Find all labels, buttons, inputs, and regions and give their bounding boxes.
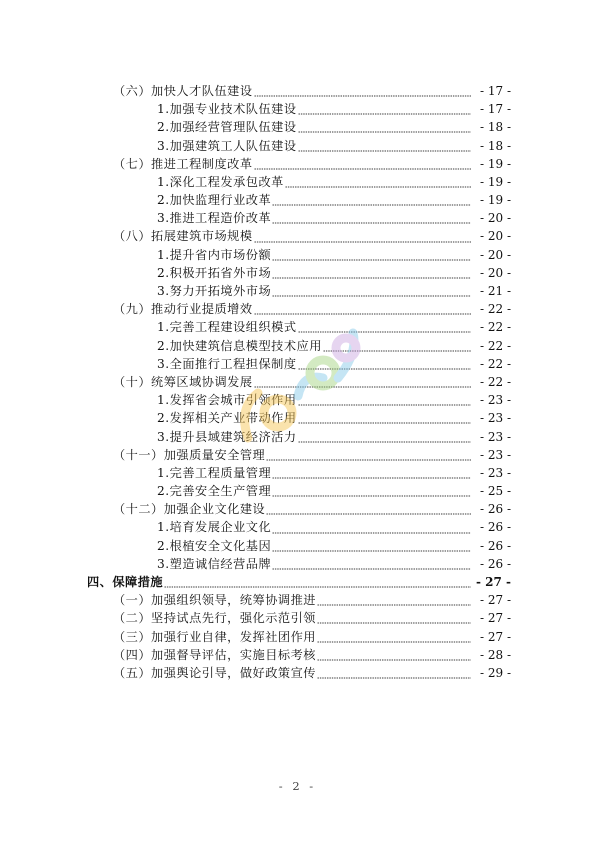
toc-entry-label: （四）加强督导评估，实施目标考核 — [113, 647, 316, 662]
dot-leader — [317, 609, 471, 627]
toc-entry-page: - 22 - — [479, 374, 511, 389]
dot-leader — [254, 300, 471, 318]
toc-entry[interactable] — [0, 646, 595, 664]
toc-entry[interactable] — [0, 191, 595, 209]
dot-leader — [266, 500, 471, 518]
dot-leader — [272, 537, 471, 555]
toc-entry[interactable] — [0, 519, 595, 537]
dot-leader — [254, 373, 471, 391]
dot-leader — [323, 337, 471, 355]
dot-leader — [272, 191, 471, 209]
toc-entry-label: （九）推动行业提质增效 — [113, 302, 253, 317]
toc-entry[interactable] — [0, 537, 595, 555]
toc-entry[interactable] — [0, 664, 595, 682]
toc-entry-label: （六）加快人才队伍建设 — [113, 83, 253, 98]
toc-entry[interactable] — [0, 373, 595, 391]
toc-entry-page: - 17 - — [479, 102, 511, 117]
toc-entry[interactable] — [0, 318, 595, 336]
dot-leader — [272, 555, 471, 573]
toc-entry[interactable] — [0, 228, 595, 246]
dot-leader — [285, 173, 471, 191]
toc-entry-page: - 18 - — [479, 120, 511, 135]
dot-leader — [272, 209, 471, 227]
toc-entry[interactable] — [0, 500, 595, 518]
table-of-contents — [0, 82, 595, 682]
toc-entry[interactable] — [0, 391, 595, 409]
toc-entry-label: 1.完善工程建设组织模式 — [157, 320, 297, 335]
toc-entry-label: 3.全面推行工程担保制度 — [157, 356, 297, 371]
toc-entry-page: - 23 - — [479, 429, 511, 444]
toc-entry-page: - 22 - — [479, 302, 511, 317]
toc-entry-label: 1.培育发展企业文化 — [157, 520, 272, 535]
page-number: - 2 - — [278, 779, 317, 793]
dot-leader — [317, 591, 471, 609]
toc-entry-label: 3.努力开拓境外市场 — [157, 284, 272, 299]
toc-entry-page: - 29 - — [479, 665, 511, 680]
toc-entry-page: - 23 - — [479, 411, 511, 426]
toc-entry-label: 2.发挥相关产业带动作用 — [157, 411, 297, 426]
toc-entry[interactable] — [0, 100, 595, 118]
dot-leader — [254, 155, 471, 173]
dot-leader — [317, 628, 471, 646]
toc-entry-page: - 20 - — [479, 211, 511, 226]
toc-entry-page: - 25 - — [479, 484, 511, 499]
toc-entry-page: - 18 - — [479, 138, 511, 153]
toc-entry-page: - 27 - — [479, 593, 511, 608]
toc-entry-label: 2.加强经营管理队伍建设 — [157, 120, 297, 135]
toc-entry-label: （三）加强行业自律，发挥社团作用 — [113, 629, 316, 644]
dot-leader — [298, 318, 471, 336]
toc-entry-page: - 20 - — [479, 265, 511, 280]
toc-entry-label: （十二）加强企业文化建设 — [113, 502, 266, 517]
toc-entry[interactable] — [0, 209, 595, 227]
dot-leader — [298, 100, 471, 118]
toc-entry-label: 2.积极开拓省外市场 — [157, 265, 272, 280]
dot-leader — [298, 355, 471, 373]
toc-entry-label: （十一）加强质量安全管理 — [113, 447, 266, 462]
toc-entry-label: （一）加强组织领导，统筹协调推进 — [113, 593, 316, 608]
toc-entry-page: - 28 - — [479, 647, 511, 662]
dot-leader — [164, 573, 471, 591]
dot-leader — [298, 118, 471, 136]
toc-entry[interactable] — [0, 355, 595, 373]
toc-entry-label: 3.提升县域建筑经济活力 — [157, 429, 297, 444]
toc-entry-label: 1.完善工程质量管理 — [157, 465, 272, 480]
toc-entry[interactable] — [0, 246, 595, 264]
toc-entry[interactable] — [0, 482, 595, 500]
toc-entry[interactable] — [0, 555, 595, 573]
toc-entry[interactable] — [0, 337, 595, 355]
dot-leader — [254, 82, 471, 100]
dot-leader — [298, 137, 471, 155]
toc-entry-page: - 20 - — [479, 229, 511, 244]
dot-leader — [317, 664, 471, 682]
toc-entry-page: - 26 - — [479, 538, 511, 553]
toc-entry-label: 2.加快建筑信息模型技术应用 — [157, 338, 322, 353]
toc-entry[interactable] — [0, 428, 595, 446]
toc-entry[interactable] — [0, 118, 595, 136]
toc-entry-page: - 27 - — [479, 611, 511, 626]
toc-entry[interactable] — [0, 573, 595, 591]
toc-entry-page: - 22 - — [479, 338, 511, 353]
toc-entry-label: 1.发挥省会城市引领作用 — [157, 393, 297, 408]
dot-leader — [298, 409, 471, 427]
dot-leader — [317, 646, 471, 664]
toc-entry[interactable] — [0, 155, 595, 173]
toc-entry[interactable] — [0, 82, 595, 100]
dot-leader — [272, 246, 471, 264]
toc-entry-label: （十）统筹区域协调发展 — [113, 374, 253, 389]
toc-entry-label: （五）加强舆论引导，做好政策宣传 — [113, 665, 316, 680]
toc-entry-page: - 20 - — [479, 247, 511, 262]
toc-entry-page: - 21 - — [479, 284, 511, 299]
toc-entry[interactable] — [0, 609, 595, 627]
toc-entry-label: （八）拓展建筑市场规模 — [113, 229, 253, 244]
toc-entry-label: 1.提升省内市场份额 — [157, 247, 272, 262]
toc-entry[interactable] — [0, 409, 595, 427]
toc-entry-page: - 23 - — [479, 393, 511, 408]
toc-entry-label: 3.加强建筑工人队伍建设 — [157, 138, 297, 153]
toc-entry-page: - 26 - — [479, 502, 511, 517]
toc-entry-page: - 19 - — [479, 193, 511, 208]
toc-entry-page: - 23 - — [479, 447, 511, 462]
toc-entry[interactable] — [0, 591, 595, 609]
toc-entry[interactable] — [0, 628, 595, 646]
toc-entry-page: - 27 - — [479, 629, 511, 644]
toc-entry-page: - 19 - — [479, 174, 511, 189]
toc-entry-label: 3.塑造诚信经营品牌 — [157, 556, 272, 571]
toc-entry-label: 2.加快监理行业改革 — [157, 193, 272, 208]
toc-entry-page: - 23 - — [479, 465, 511, 480]
dot-leader — [298, 391, 471, 409]
dot-leader — [272, 464, 471, 482]
toc-entry-page: - 19 - — [479, 156, 511, 171]
toc-entry-page: - 17 - — [479, 83, 511, 98]
toc-entry-label: 1.加强专业技术队伍建设 — [157, 102, 297, 117]
dot-leader — [298, 428, 471, 446]
toc-entry-page: - 27 - — [475, 575, 511, 590]
toc-entry-label: 1.深化工程发承包改革 — [157, 174, 284, 189]
toc-entry[interactable] — [0, 282, 595, 300]
toc-entry[interactable] — [0, 446, 595, 464]
dot-leader — [272, 264, 471, 282]
toc-entry-label: 2.完善安全生产管理 — [157, 484, 272, 499]
toc-entry-label: （二）坚持试点先行，强化示范引领 — [113, 611, 316, 626]
dot-leader — [272, 519, 471, 537]
toc-entry-label: （七）推进工程制度改革 — [113, 156, 253, 171]
toc-entry[interactable] — [0, 464, 595, 482]
toc-entry-label: 3.推进工程造价改革 — [157, 211, 272, 226]
toc-entry[interactable] — [0, 137, 595, 155]
dot-leader — [272, 482, 471, 500]
dot-leader — [272, 282, 471, 300]
toc-entry-page: - 22 - — [479, 320, 511, 335]
dot-leader — [266, 446, 471, 464]
toc-entry-page: - 26 - — [479, 520, 511, 535]
toc-entry[interactable] — [0, 264, 595, 282]
dot-leader — [254, 228, 471, 246]
toc-entry[interactable] — [0, 300, 595, 318]
toc-entry-page: - 22 - — [479, 356, 511, 371]
toc-entry-page: - 26 - — [479, 556, 511, 571]
toc-entry-label: 2.根植安全文化基因 — [157, 538, 272, 553]
toc-entry[interactable] — [0, 173, 595, 191]
toc-entry-label: 四、保障措施 — [87, 575, 164, 590]
